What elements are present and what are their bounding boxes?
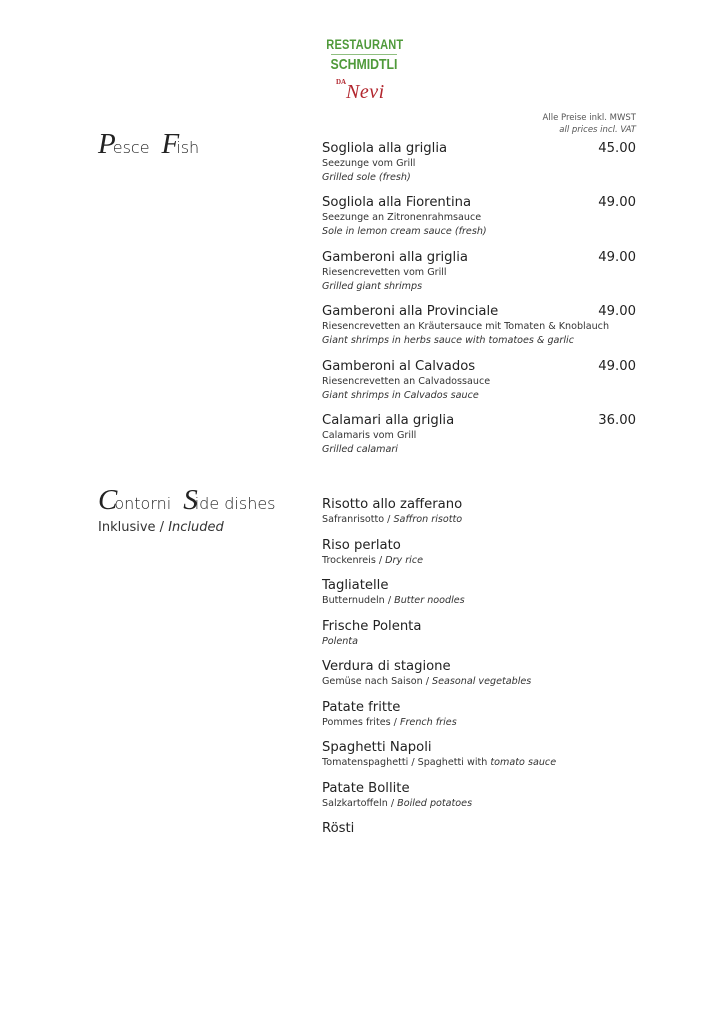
side-desc: Butternudeln / Butter noodles <box>322 595 465 606</box>
item-desc-de: Calamaris vom Grill <box>322 430 417 441</box>
side-desc: Tomatenspaghetti / Spaghetti with tomato sauce <box>322 757 557 768</box>
fish-title-word-1: esce <box>112 138 150 157</box>
item-price: 49.00 <box>598 195 636 210</box>
item-desc-en: Grilled sole (fresh) <box>322 172 411 183</box>
menu-item <box>322 359 636 402</box>
sides-subtitle-en: Included <box>168 520 224 535</box>
logo-line-restaurant: RESTAURANT <box>326 37 404 52</box>
fish-title-initial-2: F <box>161 128 179 160</box>
menu-item <box>322 413 636 456</box>
side-item <box>322 659 636 689</box>
sides-subtitle-de: Inklusive <box>98 520 156 535</box>
item-price: 45.00 <box>598 141 636 156</box>
side-name: Spaghetti Napoli <box>322 740 432 755</box>
item-desc-de: Seezunge an Zitronenrahmsauce <box>322 212 482 223</box>
side-name: Tagliatelle <box>322 578 389 593</box>
menu-item <box>322 141 636 184</box>
item-desc-de: Riesencrevetten an Calvadossauce <box>322 376 491 387</box>
logo-da: DA <box>336 78 347 86</box>
side-desc: Safranrisotto / Saffron risotto <box>322 514 463 525</box>
item-price: 36.00 <box>598 413 636 428</box>
item-name: Gamberoni alla Provinciale <box>322 304 499 319</box>
item-price: 49.00 <box>598 304 636 319</box>
side-item <box>322 781 636 811</box>
item-desc-en: Grilled giant shrimps <box>322 281 423 292</box>
side-item <box>322 578 636 608</box>
logo-line-schmidtli: SCHMIDTLI <box>330 56 398 73</box>
side-desc: Pommes frites / French fries <box>322 717 457 728</box>
side-name: Riso perlato <box>322 538 401 553</box>
item-name: Calamari alla griglia <box>322 413 455 428</box>
logo-divider <box>331 54 397 55</box>
side-item <box>322 740 636 770</box>
item-desc-en: Giant shrimps in herbs sauce with tomatoes & garlic <box>322 335 574 346</box>
item-name: Sogliola alla Fiorentina <box>322 195 472 210</box>
side-name: Rösti <box>322 821 355 836</box>
side-item <box>322 497 636 527</box>
side-desc: Trockenreis / Dry rice <box>322 555 424 566</box>
sides-title-word-2: ide dishes <box>194 494 276 513</box>
item-desc-de: Riesencrevetten an Kräutersauce mit Tomaten & Knoblauch <box>322 321 610 332</box>
side-item <box>322 538 636 568</box>
side-name: Patate fritte <box>322 700 401 715</box>
side-desc: Polenta <box>322 636 358 647</box>
logo-nevi: Nevi <box>346 81 385 103</box>
vat-note-de: Alle Preise inkl. MWST <box>542 113 636 123</box>
item-name: Gamberoni al Calvados <box>322 359 476 374</box>
vat-note <box>543 112 636 136</box>
fish-title-initial-1: P <box>98 128 115 160</box>
menu-item <box>322 195 636 238</box>
sides-title-word-1: ontorni <box>114 494 172 513</box>
side-item <box>322 619 636 649</box>
item-desc-en: Giant shrimps in Calvados sauce <box>322 390 479 401</box>
side-name: Verdura di stagione <box>322 659 451 674</box>
sides-subtitle-sep: / <box>155 520 169 535</box>
sides-subtitle <box>98 520 224 535</box>
side-name: Patate Bollite <box>322 781 410 796</box>
item-price: 49.00 <box>598 250 636 265</box>
fish-title-word-2: ish <box>176 138 200 157</box>
item-desc-en: Grilled calamari <box>322 444 398 455</box>
side-item <box>322 700 636 730</box>
vat-note-en: all prices incl. VAT <box>559 125 636 135</box>
item-price: 49.00 <box>598 359 636 374</box>
item-desc-de: Riesencrevetten vom Grill <box>322 267 447 278</box>
sides-title-initial-2: S <box>183 484 197 516</box>
item-desc-de: Seezunge vom Grill <box>322 158 416 169</box>
section-title-fish <box>98 128 199 161</box>
item-desc-en: Sole in lemon cream sauce (fresh) <box>322 226 487 237</box>
side-desc: Gemüse nach Saison / Seasonal vegetables <box>322 676 532 687</box>
side-name: Frische Polenta <box>322 619 422 634</box>
restaurant-logo <box>318 37 410 103</box>
item-name: Sogliola alla griglia <box>322 141 448 156</box>
menu-item <box>322 250 636 293</box>
side-item <box>322 821 636 837</box>
side-desc: Salzkartoffeln / Boiled potatoes <box>322 798 473 809</box>
item-name: Gamberoni alla griglia <box>322 250 468 265</box>
menu-item <box>322 304 636 347</box>
sides-title-initial-1: C <box>98 484 117 516</box>
side-name: Risotto allo zafferano <box>322 497 463 512</box>
section-title-sides <box>98 484 276 517</box>
